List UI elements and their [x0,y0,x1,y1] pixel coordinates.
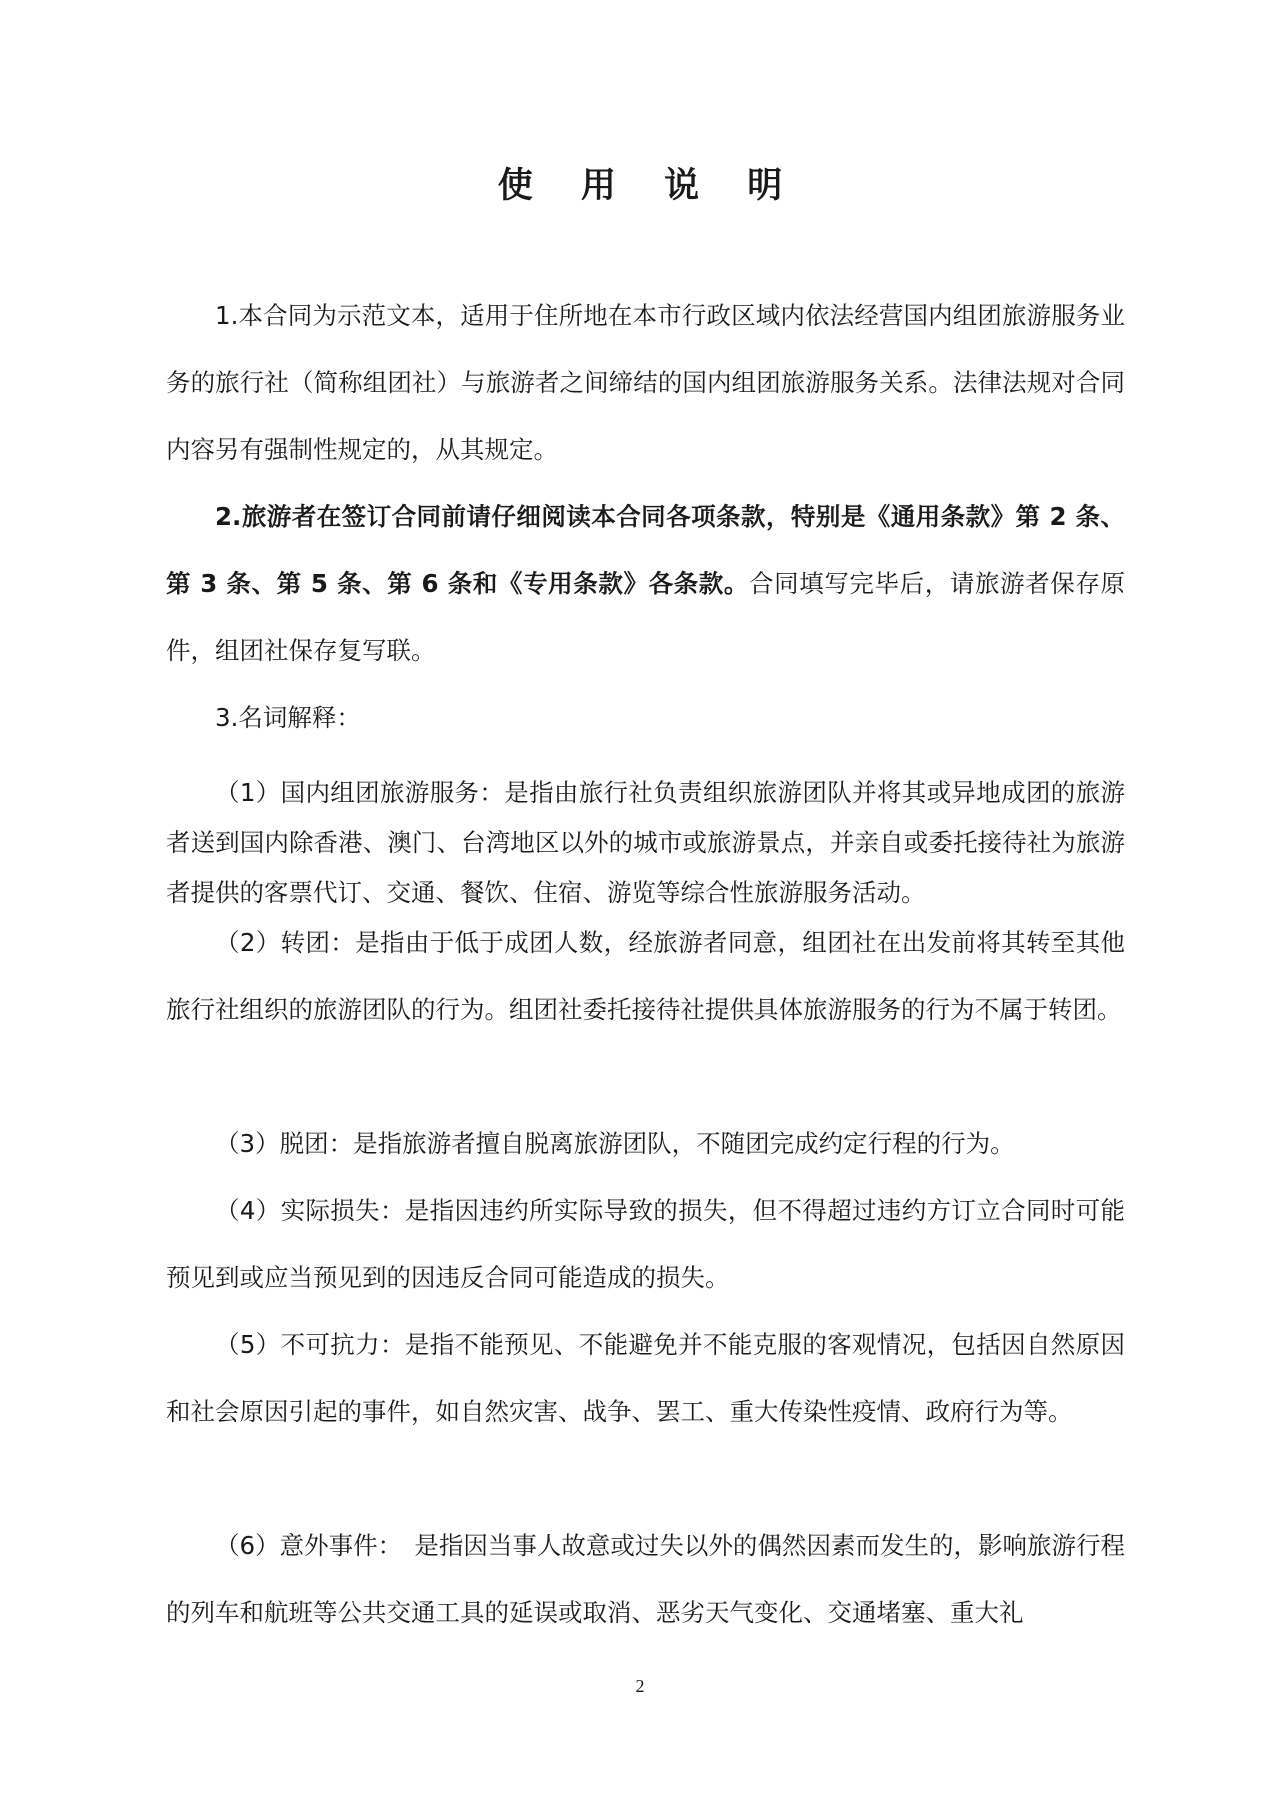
instruction-paragraph-1: 1.本合同为示范文本，适用于住所地在本市行政区域内依法经营国内组团旅游服务业务的旅行社（简称组团社）与旅游者之间缔结的国内组团旅游服务关系。法律法规对合同内容另有强制性规定的，从其规定。 [166,301,1125,464]
instruction-paragraph-2-emphasis: 2.旅游者在签订合同前请仔细阅读本合同各项条款，特别是《通用条款》第 2 条、第 3 条、第 5 条、第 6 条和《专用条款》各条款。 [166,502,1125,598]
definition-item: （3）脱团：是指旅游者擅自脱离旅游团队，不随团完成约定行程的行为。 [215,1129,1015,1158]
definition-item: （4）实际损失：是指因违约所实际导致的损失，但不得超过违约方订立合同时可能预见到或应当预见到的因违反合同可能造成的损失。 [166,1196,1125,1292]
instruction-paragraph-3: 3.名词解释： [215,703,361,732]
definition-item: （5）不可抗力：是指不能预见、不能避免并不能克服的客观情况，包括因自然原因和社会原因引起的事件，如自然灾害、战争、罢工、重大传染性疫情、政府行为等。 [166,1330,1125,1426]
definition-item: （6）意外事件： 是指因当事人故意或过失以外的偶然因素而发生的，影响旅游行程的列车和航班等公共交通工具的延误或取消、恶劣天气变化、交通堵塞、重大礼 [166,1531,1125,1627]
instruction-paragraph-2 [166,483,1125,684]
instruction-paragraph-2-rest: 合同填写完毕后，请旅游者保存原件，组团社保存复写联。 [166,569,1125,665]
page-number: 2 [635,1676,645,1696]
definition-item: （2）转团：是指由于低于成团人数，经旅游者同意，组团社在出发前将其转至其他旅行社组织的旅游团队的行为。组团社委托接待社提供具体旅游服务的行为不属于转团。 [166,928,1125,1024]
definition-item: （1）国内组团旅游服务：是指由旅行社负责组织旅游团队并将其或异地成团的旅游者送到国内除香港、澳门、台湾地区以外的城市或旅游景点，并亲自或委托接待社为旅游者提供的客票代订、交通、餐饮、住宿、游览等综合性旅游服务活动。 [166,778,1125,907]
page-title: 使 用 说 明 [497,166,801,206]
